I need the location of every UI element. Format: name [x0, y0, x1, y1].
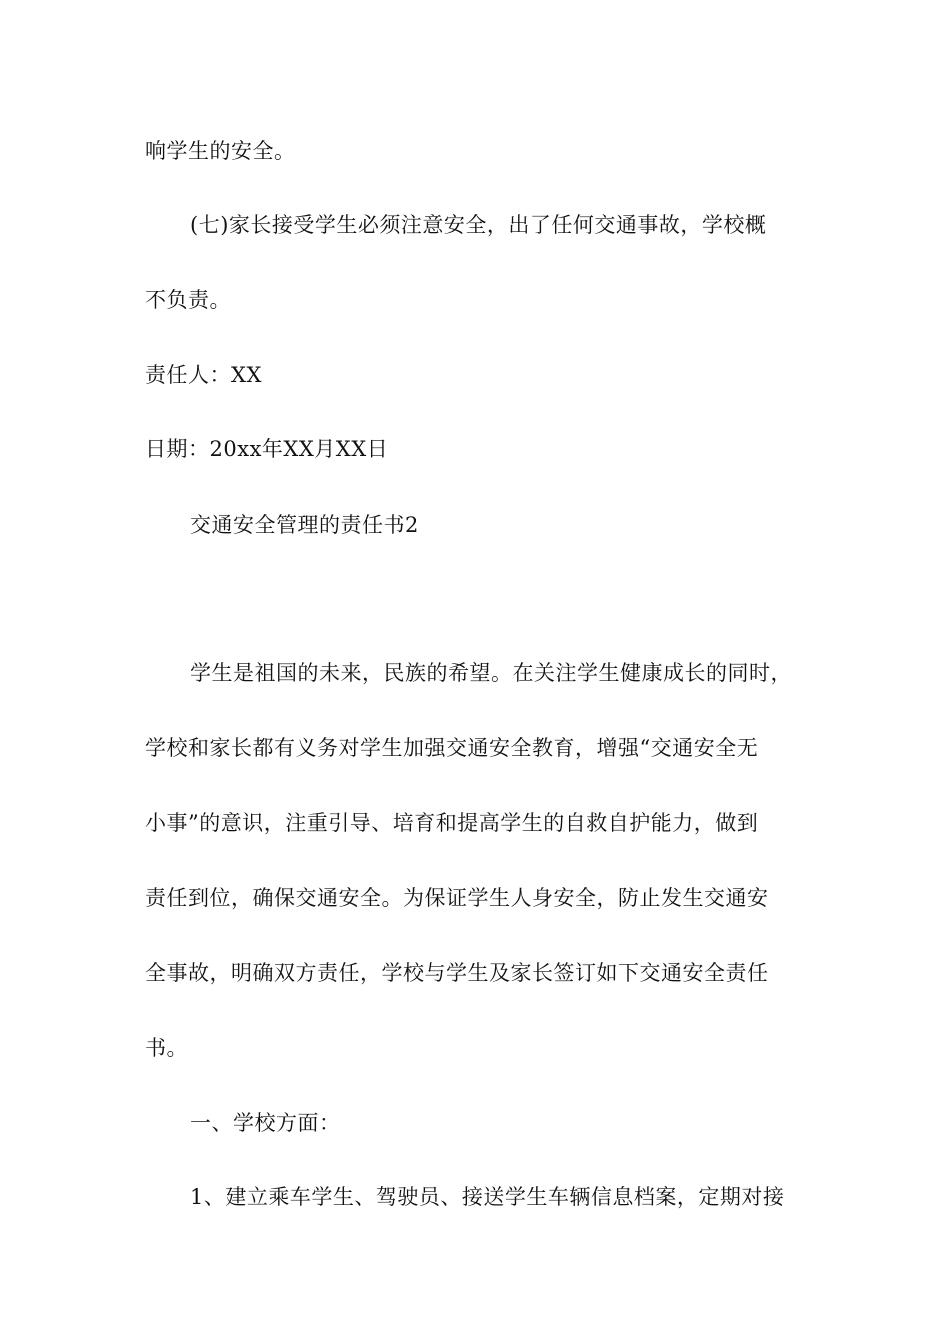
paragraph-line: (七)家长接受学生必须注意安全，出了任何交通事故，学校概: [190, 213, 767, 237]
paragraph-line: 响学生的安全。: [145, 139, 296, 163]
section-heading: 一、学校方面：: [190, 1111, 341, 1135]
date-line: 日期：20xx年XX月XX日: [145, 437, 389, 461]
paragraph-line: 学生是祖国的未来，民族的希望。在关注学生健康成长的同时，: [190, 661, 792, 685]
paragraph-line: 全事故，明确双方责任，学校与学生及家长签订如下交通安全责任: [145, 961, 769, 985]
paragraph-line: 书。: [145, 1036, 188, 1060]
section-title: 交通安全管理的责任书2: [190, 513, 419, 537]
paragraph-line: 责任到位，确保交通安全。为保证学生人身安全，防止发生交通安: [145, 886, 769, 910]
paragraph-line: 小事”的意识，注重引导、培育和提高学生的自救自护能力，做到: [145, 811, 759, 835]
list-item: 1、建立乘车学生、驾驶员、接送学生车辆信息档案，定期对接: [190, 1185, 785, 1209]
paragraph-line: 学校和家长都有义务对学生加强交通安全教育，增强“交通安全无: [145, 736, 759, 760]
responsible-person: 责任人：XX: [145, 363, 262, 387]
paragraph-line: 不负责。: [145, 288, 231, 312]
